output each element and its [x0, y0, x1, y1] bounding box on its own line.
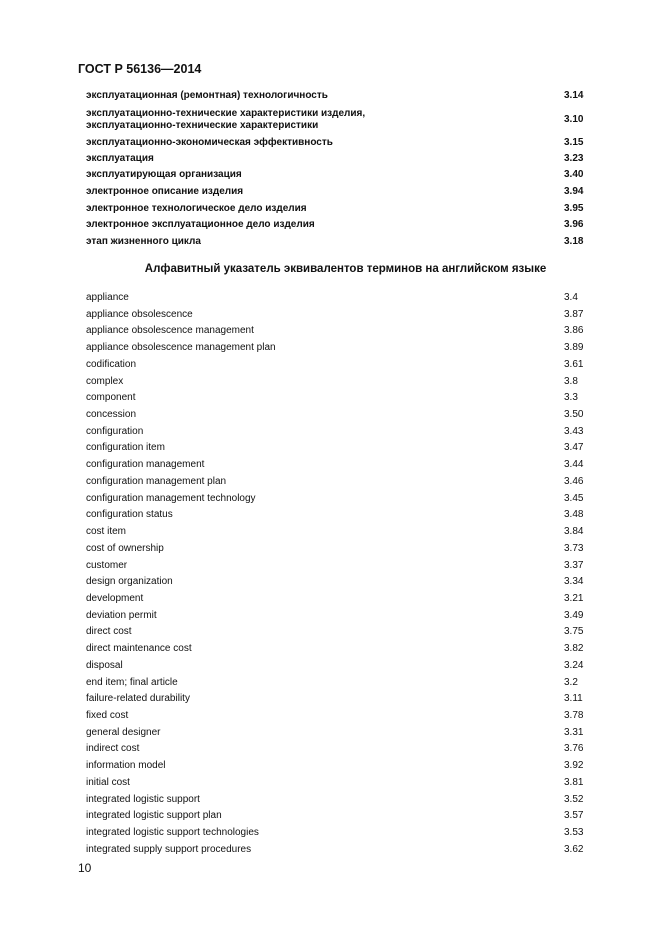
- en-term-row: [86, 675, 586, 692]
- en-term-ref: 3.76: [564, 743, 584, 755]
- en-term-row: [86, 842, 586, 859]
- ru-term-text: эксплуатационно-технические характеристики изделия, эксплуатационно-технические характеристики: [86, 108, 366, 131]
- ru-term-ref: 3.40: [564, 169, 584, 180]
- en-term-ref: 3.49: [564, 609, 584, 621]
- en-term-ref: 3.47: [564, 442, 584, 454]
- ru-term-ref: 3.23: [564, 153, 584, 164]
- en-term-text: configuration management plan: [86, 475, 227, 487]
- en-term-ref: 3.81: [564, 776, 584, 788]
- english-terms-list: [86, 290, 586, 858]
- en-term-text: configuration management: [86, 459, 205, 471]
- en-term-text: information model: [86, 760, 166, 772]
- en-term-ref: 3.45: [564, 492, 584, 504]
- en-term-text: appliance obsolescence: [86, 308, 193, 320]
- en-term-ref: 3.24: [564, 659, 584, 671]
- ru-term-text: электронное описание изделия: [86, 186, 244, 197]
- en-term-text: configuration management technology: [86, 492, 256, 504]
- en-term-row: [86, 407, 586, 424]
- en-term-ref: 3.3: [564, 392, 578, 404]
- en-term-row: [86, 641, 586, 658]
- section-title: Алфавитный указатель эквивалентов терминов на английском языке: [144, 263, 547, 275]
- en-term-row: [86, 608, 586, 625]
- en-term-text: appliance: [86, 292, 129, 303]
- en-term-ref: 3.61: [564, 358, 584, 370]
- ru-term-ref: 3.95: [564, 203, 584, 214]
- en-term-text: configuration status: [86, 509, 173, 521]
- ru-term-text: электронное технологическое дело изделия: [86, 203, 307, 214]
- en-term-text: initial cost: [86, 776, 130, 788]
- en-term-row: [86, 591, 586, 608]
- en-term-text: integrated logistic support: [86, 793, 200, 805]
- ru-term-text: эксплуатирующая организация: [86, 169, 242, 180]
- en-term-row: [86, 340, 586, 357]
- en-term-text: component: [86, 392, 136, 404]
- ru-term-ref: 3.96: [564, 219, 584, 230]
- en-term-row: [86, 658, 586, 675]
- ru-term-row: [86, 169, 586, 181]
- en-term-row: [86, 323, 586, 340]
- ru-term-text: электронное эксплуатационное дело изделия: [86, 219, 315, 230]
- en-term-text: general designer: [86, 726, 161, 738]
- en-term-ref: 3.52: [564, 793, 584, 805]
- en-term-row: [86, 825, 586, 842]
- en-term-row: [86, 541, 586, 558]
- en-term-row: [86, 775, 586, 792]
- ru-term-row: [86, 90, 586, 102]
- en-term-ref: 3.50: [564, 409, 584, 421]
- ru-term-row: [86, 186, 586, 198]
- en-term-row: [86, 558, 586, 575]
- en-term-ref: 3.53: [564, 827, 584, 838]
- ru-term-ref: 3.18: [564, 236, 584, 247]
- en-term-ref: 3.82: [564, 643, 584, 655]
- en-term-ref: 3.57: [564, 810, 584, 822]
- en-term-ref: 3.86: [564, 325, 584, 337]
- en-term-row: [86, 574, 586, 591]
- en-term-row: [86, 524, 586, 541]
- en-term-text: direct cost: [86, 626, 132, 638]
- ru-term-ref: 3.15: [564, 137, 584, 148]
- en-term-ref: 3.4: [564, 292, 578, 303]
- en-term-row: [86, 741, 586, 758]
- en-term-text: end item; final article: [86, 676, 178, 688]
- en-term-text: integrated logistic support plan: [86, 810, 222, 822]
- en-term-row: [86, 507, 586, 524]
- ru-term-text: этап жизненного цикла: [86, 236, 201, 247]
- en-term-row: [86, 725, 586, 742]
- en-term-ref: 3.37: [564, 559, 584, 571]
- en-term-ref: 3.11: [564, 693, 583, 705]
- en-term-row: [86, 691, 586, 708]
- en-term-ref: 3.89: [564, 342, 584, 354]
- en-term-text: complex: [86, 375, 124, 387]
- ru-term-row: [86, 153, 586, 165]
- en-term-text: cost item: [86, 526, 127, 538]
- document-header: ГОСТ Р 56136—2014: [78, 62, 202, 76]
- ru-term-text: эксплуатационная (ремонтная) технологичность: [86, 90, 328, 101]
- en-term-ref: 3.8: [564, 375, 578, 387]
- en-term-row: [86, 491, 586, 508]
- en-term-ref: 3.73: [564, 542, 584, 554]
- en-term-ref: 3.92: [564, 760, 584, 772]
- en-term-text: configuration item: [86, 442, 165, 454]
- en-term-text: indirect cost: [86, 743, 140, 755]
- en-term-row: [86, 457, 586, 474]
- en-term-ref: 3.34: [564, 576, 584, 588]
- en-term-ref: 3.62: [564, 843, 584, 855]
- en-term-text: appliance obsolescence management: [86, 325, 254, 337]
- en-term-row: [86, 424, 586, 441]
- en-term-text: codification: [86, 358, 137, 370]
- en-term-ref: 3.75: [564, 626, 584, 638]
- ru-term-row: [86, 236, 586, 248]
- en-term-ref: 3.31: [564, 726, 584, 738]
- en-term-ref: 3.87: [564, 308, 584, 320]
- en-term-text: failure-related durability: [86, 693, 190, 705]
- en-term-text: customer: [86, 559, 128, 571]
- ru-term-text: эксплуатационно-экономическая эффективность: [86, 137, 333, 148]
- en-term-text: design organization: [86, 576, 173, 588]
- en-term-text: direct maintenance cost: [86, 643, 192, 655]
- en-term-row: [86, 390, 586, 407]
- ru-term-ref: 3.14: [564, 90, 584, 101]
- en-term-row: [86, 792, 586, 809]
- en-term-text: disposal: [86, 659, 123, 671]
- ru-term-row: [86, 219, 586, 231]
- en-term-text: configuration: [86, 425, 144, 437]
- en-term-ref: 3.46: [564, 475, 584, 487]
- en-term-row: [86, 440, 586, 457]
- en-term-text: integrated supply support procedures: [86, 843, 252, 855]
- ru-term-row: [86, 203, 586, 215]
- ru-term-text: эксплуатация: [86, 153, 154, 164]
- en-term-ref: 3.43: [564, 425, 584, 437]
- en-term-ref: 3.44: [564, 459, 584, 471]
- en-term-ref: 3.48: [564, 509, 584, 521]
- ru-term-ref: 3.10: [564, 114, 584, 125]
- en-term-ref: 3.2: [564, 676, 578, 688]
- en-term-text: appliance obsolescence management plan: [86, 342, 276, 354]
- en-term-text: cost of ownership: [86, 542, 164, 554]
- en-term-text: development: [86, 592, 144, 604]
- en-term-ref: 3.84: [564, 526, 584, 538]
- ru-term-ref: 3.94: [564, 186, 584, 197]
- en-term-row: [86, 758, 586, 775]
- page-number: 10: [78, 861, 92, 875]
- en-term-text: deviation permit: [86, 609, 157, 621]
- en-term-row: [86, 624, 586, 641]
- en-term-row: [86, 374, 586, 391]
- en-term-text: integrated logistic support technologies: [86, 827, 259, 838]
- en-term-row: [86, 708, 586, 725]
- en-term-row: [86, 357, 586, 374]
- en-term-row: [86, 808, 586, 825]
- en-term-ref: 3.21: [564, 592, 584, 604]
- en-term-row: [86, 307, 586, 324]
- ru-term-row: [86, 137, 586, 149]
- en-term-text: fixed cost: [86, 709, 129, 721]
- en-term-row: [86, 474, 586, 491]
- ru-term-row: [86, 108, 586, 132]
- en-term-text: concession: [86, 409, 137, 421]
- en-term-row: [86, 290, 586, 307]
- en-term-ref: 3.78: [564, 709, 584, 721]
